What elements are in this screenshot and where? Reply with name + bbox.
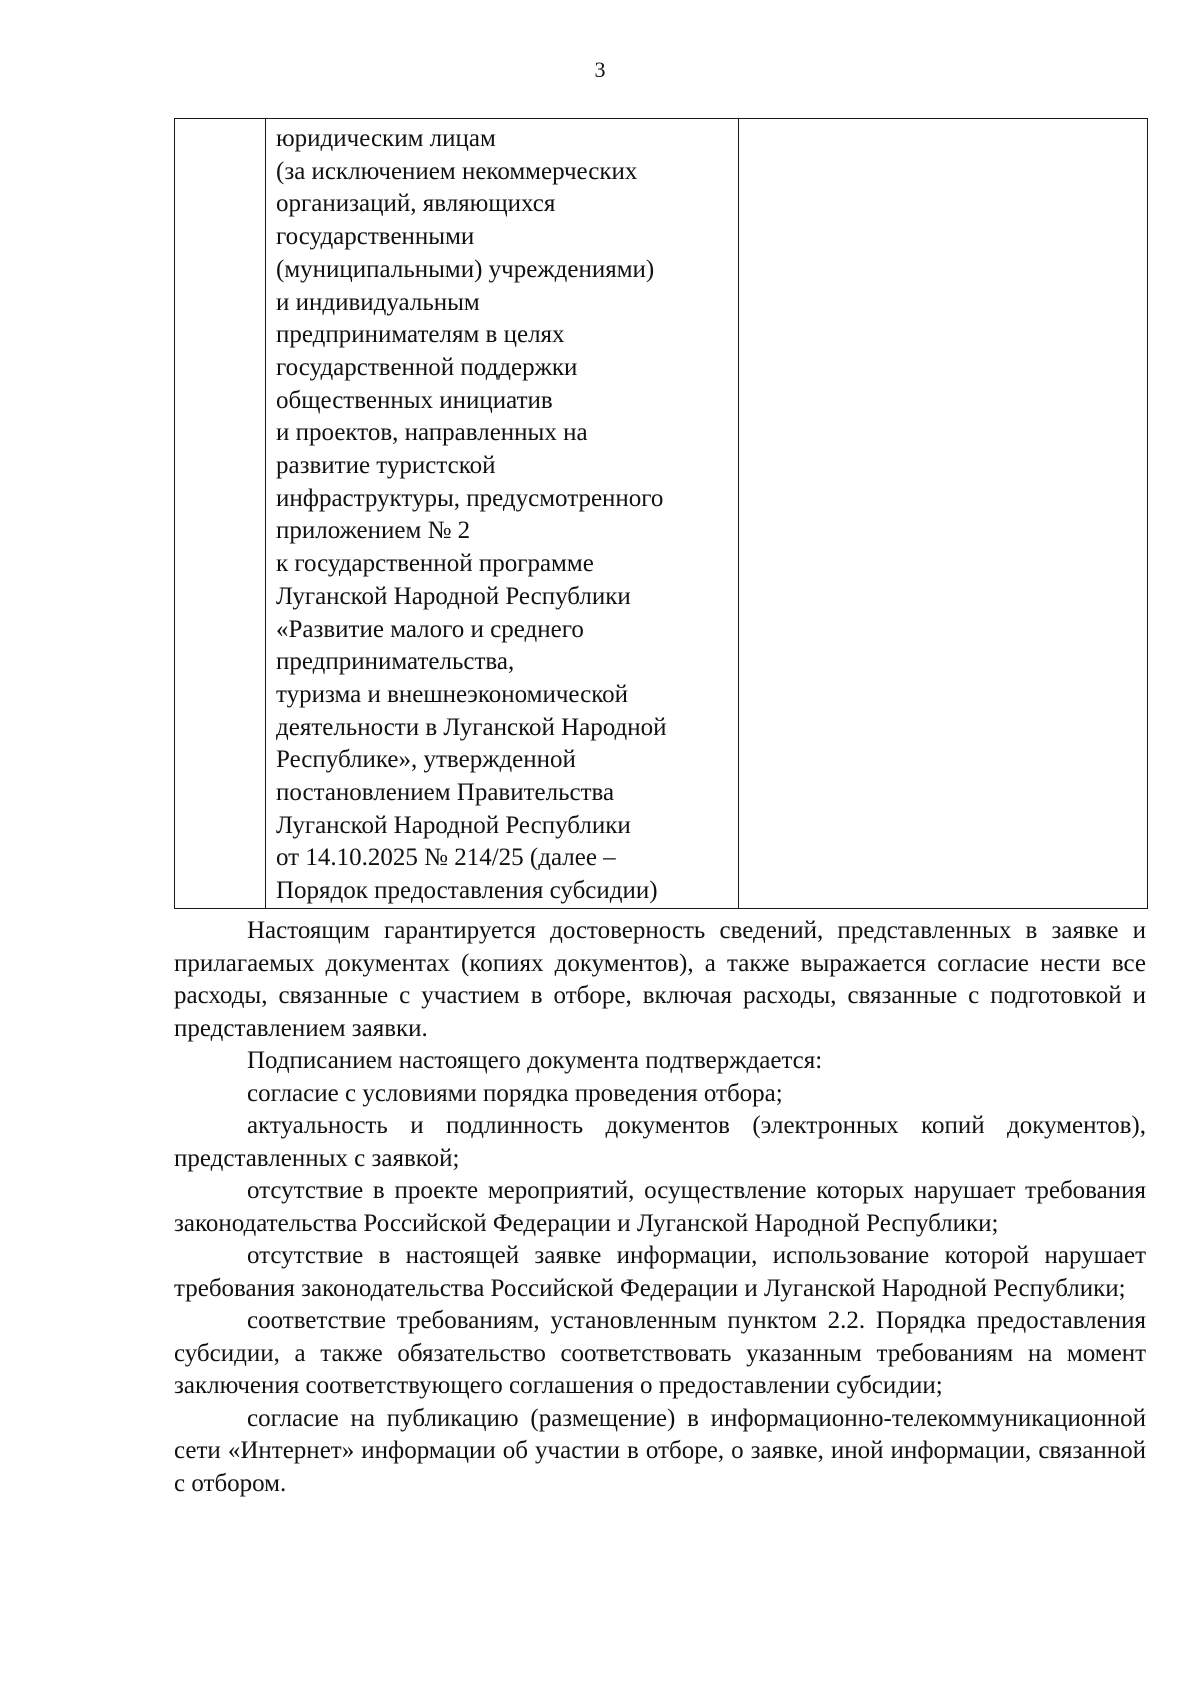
table-cell-line: государственной поддержки	[276, 353, 578, 381]
body-paragraph: Подписанием настоящего документа подтверждается:	[247, 1047, 823, 1074]
table-cell-line: от 14.10.2025 № 214/25 (далее –	[276, 844, 616, 872]
table-cell-line: инфраструктуры, предусмотренного	[276, 484, 664, 512]
table-cell-line: Республике», утвержденной	[276, 746, 576, 774]
table-cell-line: Луганской Народной Республики	[276, 811, 631, 839]
table-cell-line: приложением № 2	[276, 517, 471, 545]
body-paragraph: согласие с условиями порядка проведения отбора;	[247, 1079, 783, 1107]
body-paragraph: согласие на публикацию (размещение) в информационно-телекоммуникационной сети «Интернет» информации об участии в отборе, о заявке, иной информации, связанной с отбором.	[174, 1404, 1146, 1497]
table-cell-line: (за исключением некоммерческих	[276, 157, 638, 185]
table-cell-value	[739, 119, 1148, 909]
table-cell-line: «Развитие малого и среднего	[276, 615, 584, 643]
table-cell-line: предпринимателям в целях	[276, 321, 565, 349]
table-cell-line: Порядок предоставления субсидии)	[276, 877, 658, 905]
body-paragraph: соответствие требованиям, установленным пунктом 2.2. Порядка предоставления субсидии, а также обязательство соответствовать указанным требованиям на момент заключения соответствующего соглашения о предоставлении субсидии;	[174, 1307, 1146, 1399]
table-row	[175, 119, 1148, 909]
table-cell-line: и проектов, направленных на	[276, 419, 588, 447]
table-cell-line: постановлением Правительства	[276, 779, 615, 807]
table-cell-number	[175, 119, 266, 909]
application-table	[174, 118, 1148, 909]
document-body	[174, 915, 1146, 1500]
table-cell-line: к государственной программе	[276, 550, 594, 578]
table-cell-line: предпринимательства,	[276, 648, 515, 676]
table-cell-line: организаций, являющихся	[276, 190, 556, 218]
table-cell-line: государственными	[276, 223, 475, 251]
table-cell-line: деятельности в Луганской Народной	[276, 713, 667, 741]
table-cell-line: (муниципальными) учреждениями)	[276, 255, 655, 283]
body-paragraph: отсутствие в проекте мероприятий, осуществление которых нарушает требования законодательства Российской Федерации и Луганской Народной Республики;	[174, 1177, 1146, 1237]
table-cell-line: и индивидуальным	[276, 288, 480, 316]
body-paragraph: отсутствие в настоящей заявке информации, использование которой нарушает требования законодательства Российской Федерации и Луганской Народной Республики;	[174, 1242, 1146, 1302]
table-cell-name	[266, 119, 739, 909]
page-number: 3	[594, 57, 606, 82]
table-cell-line: развитие туристской	[276, 452, 496, 480]
table-cell-name-text	[266, 119, 738, 908]
body-paragraph: актуальность и подлинность документов (электронных копий документов), представленных с заявкой;	[174, 1112, 1146, 1172]
table-cell-line: Луганской Народной Республики	[276, 582, 631, 610]
table-cell-line: туризма и внешнеэкономической	[276, 680, 628, 708]
body-paragraph: Настоящим гарантируется достоверность сведений, представленных в заявке и прилагаемых документах (копиях документов), а также выражается согласие нести все расходы, связанные с участием в отборе, включая расходы, связанные с подготовкой и представлением заявки.	[174, 917, 1146, 1042]
table-cell-line: общественных инициатив	[276, 386, 553, 414]
table-cell-line: юридическим лицам	[276, 125, 496, 152]
